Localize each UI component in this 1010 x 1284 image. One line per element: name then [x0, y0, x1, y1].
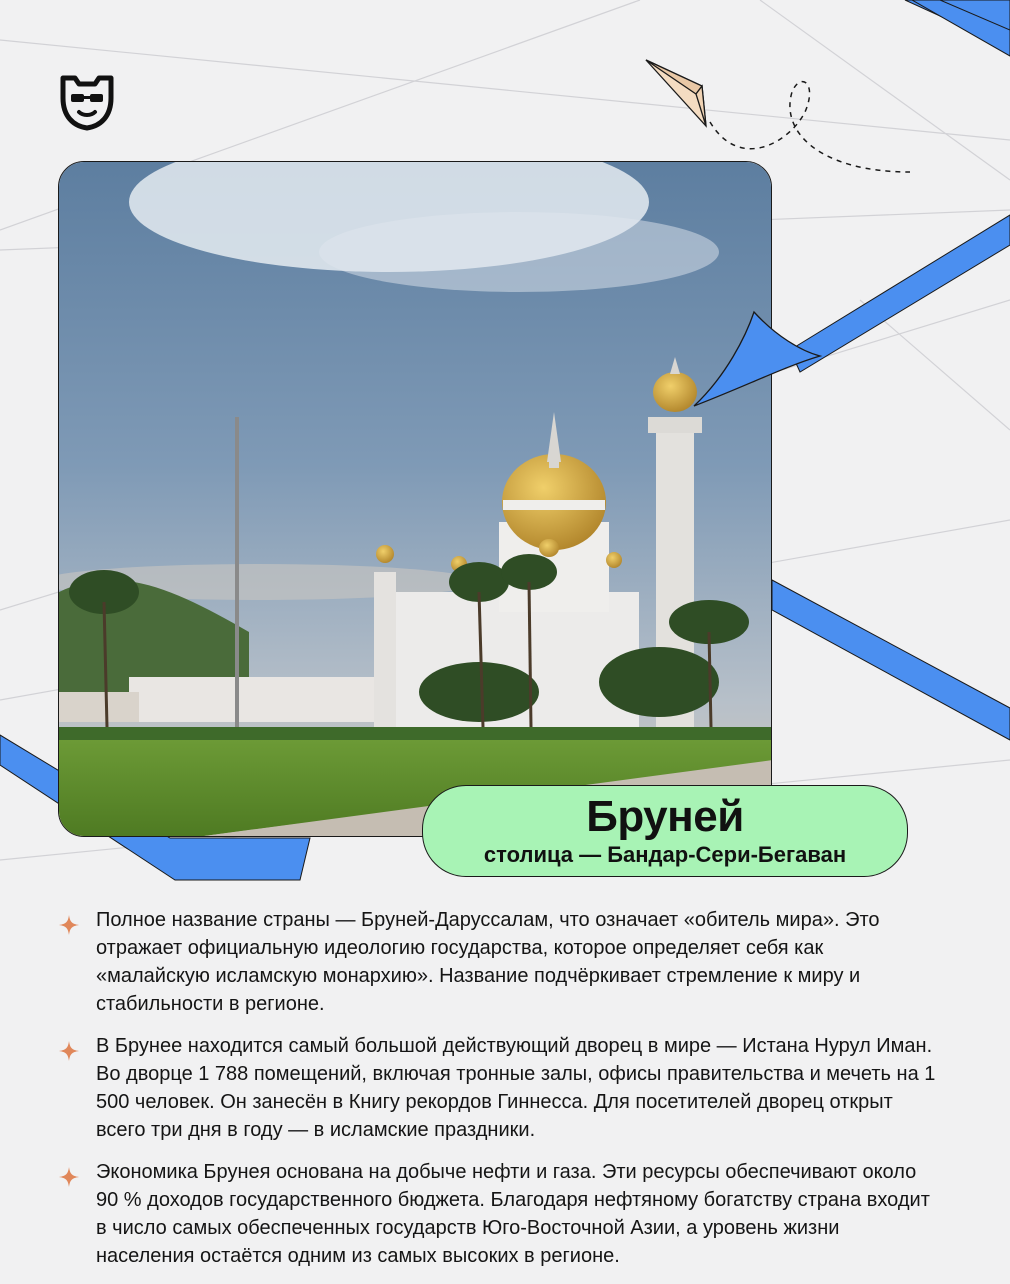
fact-text: Полное название страны — Бруней-Даруссалам, что означает «обитель мира». Это отражает официальную идеологию государства, которое определяет себя как «малайскую исламскую монархию». Название подчёркивает стремление к миру и стабильности в регионе.	[96, 909, 880, 1015]
list-item	[58, 906, 938, 1018]
sparkle-icon	[58, 914, 80, 936]
list-item	[58, 1158, 938, 1270]
capital-subtitle: столица — Бандар-Сери-Бегаван	[483, 842, 847, 867]
sparkle-icon	[58, 1040, 80, 1062]
sparkle-icon	[58, 1166, 80, 1188]
bear-face-icon	[55, 68, 119, 132]
country-title: Бруней	[586, 792, 744, 841]
mosque-photo	[58, 161, 772, 837]
list-item	[58, 1032, 938, 1144]
fact-text: В Брунее находится самый большой действующий дворец в мире — Истана Нурул Иман. Во дворце 1 788 помещений, включая тронные залы, офисы правительства и мечеть на 1 500 человек. Он занесён в Книгу рекордов Гиннесса. Для посетителей дворец открыт всего три дня в году — в исламские праздники.	[96, 1035, 936, 1141]
facts-list	[58, 906, 938, 1284]
fact-text: Экономика Брунея основана на добыче нефти и газа. Эти ресурсы обеспечивают около 90 % доходов государственного бюджета. Благодаря нефтяному богатству страна входит в число самых обеспеченных государств Юго-Восточной Азии, а уровень жизни населения остаётся одним из самых высоких в регионе.	[96, 1161, 930, 1267]
pointer-arrow	[686, 306, 826, 426]
country-caption	[422, 785, 908, 877]
